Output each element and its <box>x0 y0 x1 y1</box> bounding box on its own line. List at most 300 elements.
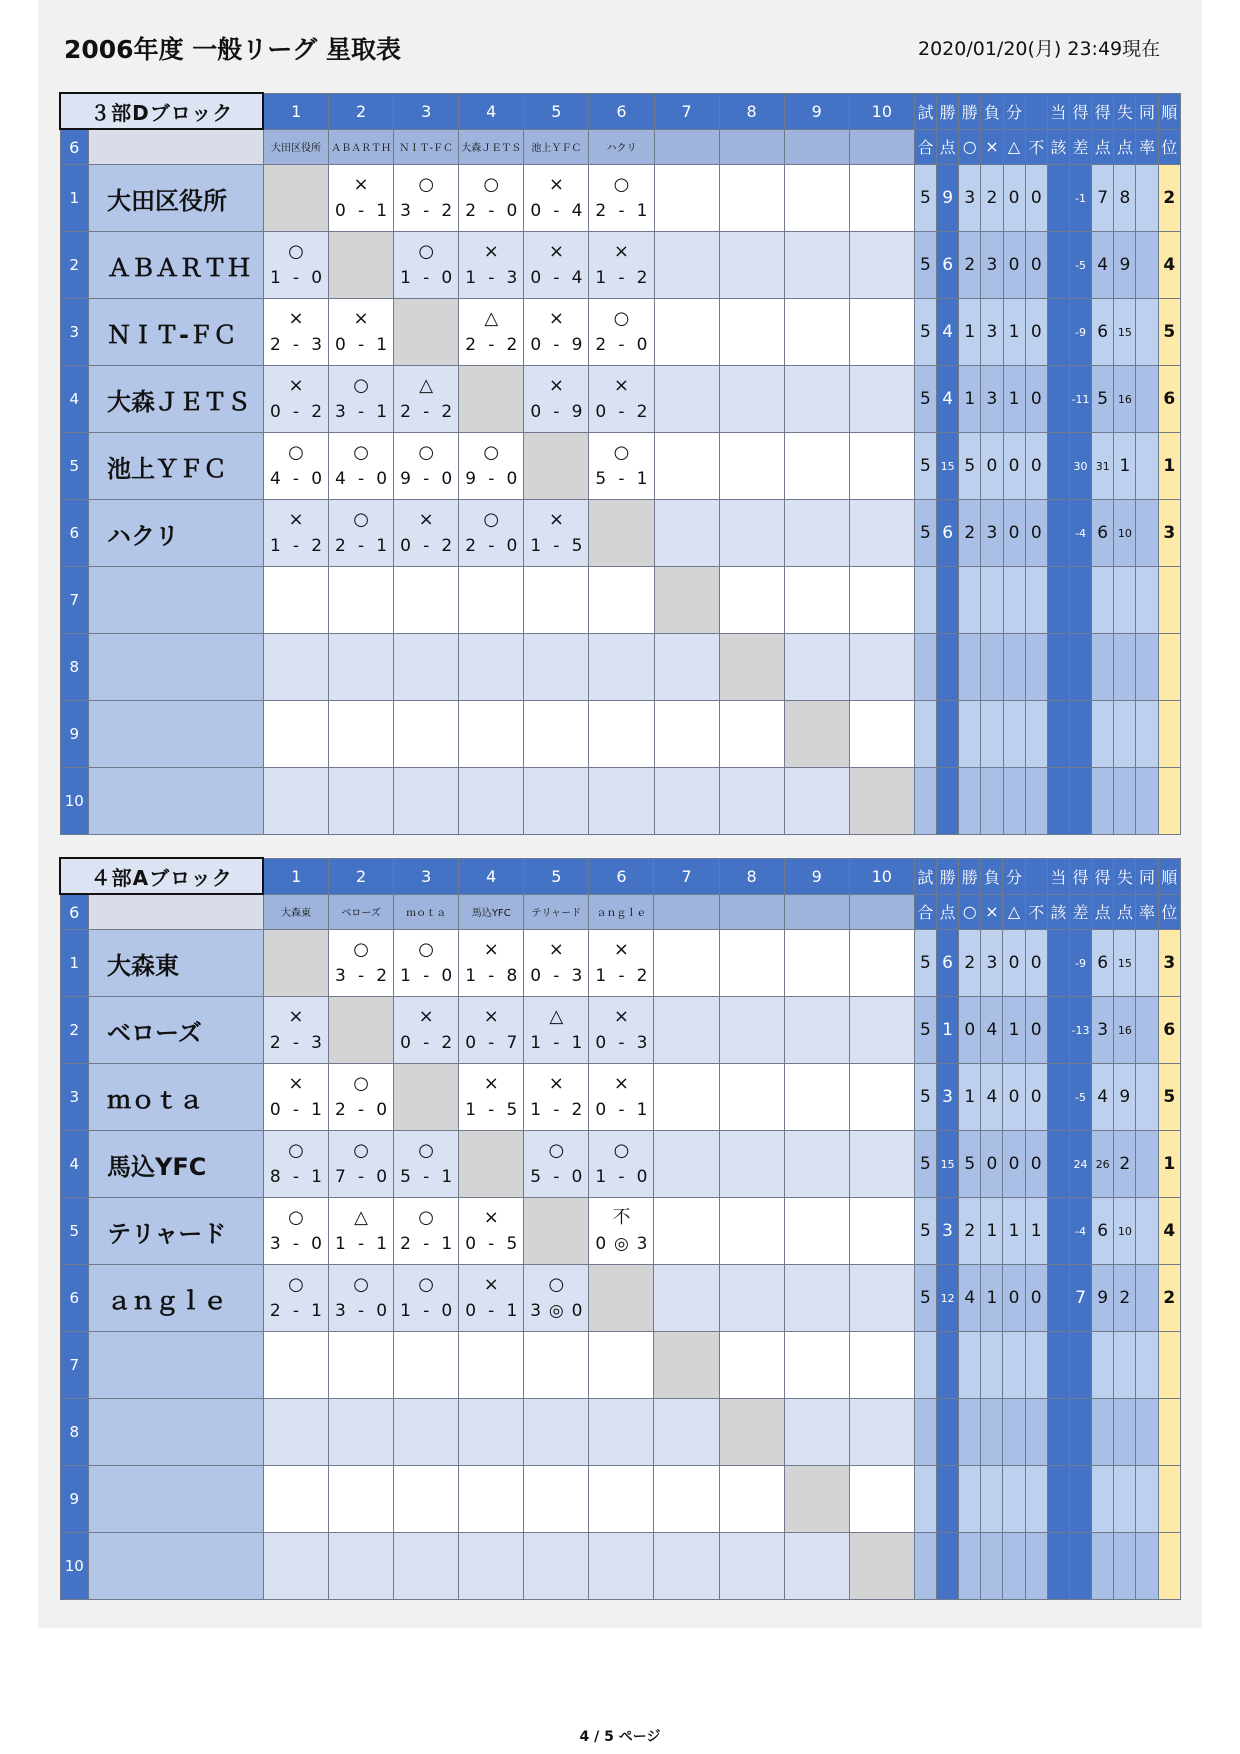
stat-value: 10 <box>1114 1198 1136 1265</box>
match-result-cell <box>784 1064 849 1131</box>
score-own: 8 <box>269 1167 281 1187</box>
stat-value <box>1069 1399 1091 1466</box>
score-separator: - <box>292 1033 300 1053</box>
score-own: 0 <box>595 1033 607 1053</box>
match-result-cell <box>589 997 654 1064</box>
match-result-cell <box>394 1064 459 1131</box>
stat-header: 率 <box>1136 129 1158 165</box>
score-opponent: 4 <box>571 201 583 221</box>
stat-value: 5 <box>914 299 936 366</box>
stat-value: 5 <box>914 232 936 299</box>
score-separator: - <box>292 1100 300 1120</box>
team-number: 10 <box>60 768 88 835</box>
stat-value <box>1158 567 1180 634</box>
match-result-cell <box>329 366 394 433</box>
stat-value: 0 <box>1025 1064 1047 1131</box>
result-mark: ○ <box>353 1140 369 1161</box>
match-result-cell <box>589 567 654 634</box>
score-opponent: 5 <box>571 536 583 556</box>
stat-value: 9 <box>1114 232 1136 299</box>
score-own: 1 <box>465 966 477 986</box>
stat-value: 16 <box>1114 366 1136 433</box>
stat-value: -4 <box>1069 1198 1091 1265</box>
result-mark: ○ <box>353 509 369 530</box>
match-score <box>264 265 328 297</box>
match-result-cell <box>329 1064 394 1131</box>
team-row <box>60 1131 1181 1198</box>
column-number: 10 <box>849 858 914 894</box>
column-number: 2 <box>329 858 394 894</box>
stat-value: -1 <box>1069 165 1091 232</box>
column-number: 3 <box>394 93 459 129</box>
match-result-cell <box>459 634 524 701</box>
score-own: 1 <box>465 1100 477 1120</box>
score-separator: - <box>292 1301 300 1321</box>
score-opponent: 0 <box>441 1301 453 1321</box>
score-own: 3 <box>269 1234 281 1254</box>
team-number: 6 <box>60 500 88 567</box>
stat-value <box>1136 232 1158 299</box>
result-mark: × <box>288 1073 304 1094</box>
stat-value <box>1136 299 1158 366</box>
stat-value: 3 <box>981 930 1003 997</box>
stat-value: 0 <box>1025 1131 1047 1198</box>
stat-value: 5 <box>914 930 936 997</box>
stat-value: 0 <box>981 433 1003 500</box>
match-score <box>329 1097 393 1129</box>
stat-value: 12 <box>937 1265 959 1332</box>
match-result-cell <box>459 500 524 567</box>
match-score <box>459 265 523 297</box>
score-separator: - <box>553 402 560 422</box>
match-result-cell <box>329 567 394 634</box>
score-own: 2 <box>400 1234 411 1254</box>
score-own: 1 <box>400 1301 411 1321</box>
score-own: 5 <box>530 1167 542 1187</box>
opponent-short-name <box>719 129 784 165</box>
match-result-cell <box>589 366 654 433</box>
team-name: ベローズ <box>88 997 263 1064</box>
match-score <box>524 1097 588 1129</box>
result-mark: ○ <box>353 442 369 463</box>
match-result-cell <box>524 1399 589 1466</box>
match-result-cell <box>263 1399 328 1466</box>
block-title: ３部Dブロック <box>60 93 263 129</box>
match-result-cell <box>719 930 784 997</box>
match-result-cell <box>329 768 394 835</box>
match-score <box>524 533 588 565</box>
score-separator: - <box>357 1301 365 1321</box>
team-row <box>60 930 1181 997</box>
match-result-cell <box>784 1131 849 1198</box>
score-own: 0 <box>465 1033 477 1053</box>
stat-header: 負 <box>981 858 1003 894</box>
stat-header: 同 <box>1136 858 1158 894</box>
opponent-short-name: テリャード <box>524 894 589 930</box>
score-own: 2 <box>335 536 346 556</box>
match-result-cell <box>459 930 524 997</box>
stat-value: 0 <box>1003 500 1025 567</box>
stat-value: 1 <box>1003 366 1025 433</box>
match-score <box>264 1097 328 1129</box>
stat-value <box>1025 768 1047 835</box>
stat-value <box>1069 567 1091 634</box>
match-result-cell <box>784 930 849 997</box>
match-result-cell <box>654 1131 719 1198</box>
match-score <box>524 1164 588 1196</box>
match-result-cell <box>719 500 784 567</box>
match-result-cell <box>784 1466 849 1533</box>
match-result-cell <box>719 567 784 634</box>
match-score <box>459 198 523 230</box>
standings-table <box>59 92 1181 835</box>
score-opponent: 1 <box>376 335 388 355</box>
score-opponent: 0 <box>636 335 648 355</box>
stat-header: 合 <box>914 129 936 165</box>
score-own: 5 <box>595 469 607 489</box>
score-opponent: 1 <box>376 201 388 221</box>
stat-value <box>1136 1064 1158 1131</box>
stat-header: 合 <box>914 894 936 930</box>
stat-value <box>1092 1533 1114 1600</box>
result-mark: ○ <box>613 308 630 329</box>
score-opponent: 1 <box>376 1234 388 1254</box>
score-own: 0 <box>595 1234 607 1254</box>
stat-value <box>1047 299 1069 366</box>
team-row <box>60 299 1181 366</box>
match-result-cell <box>459 165 524 232</box>
score-separator: - <box>423 536 430 556</box>
score-separator: - <box>292 1234 300 1254</box>
stat-header <box>1025 93 1047 129</box>
stat-value <box>1092 701 1114 768</box>
score-opponent: 0 <box>506 469 518 489</box>
stat-value: 0 <box>1003 1265 1025 1332</box>
team-row <box>60 997 1181 1064</box>
match-score <box>524 1298 588 1330</box>
score-own: 2 <box>269 335 281 355</box>
stat-value <box>914 567 936 634</box>
match-result-cell <box>654 930 719 997</box>
score-opponent: 7 <box>506 1033 518 1053</box>
score-separator: - <box>488 1033 495 1053</box>
stat-value: 6 <box>1092 299 1114 366</box>
stat-value <box>1092 768 1114 835</box>
match-result-cell <box>589 701 654 768</box>
match-score <box>524 265 588 297</box>
match-result-cell <box>784 299 849 366</box>
stat-value <box>981 1332 1003 1399</box>
stat-value <box>1047 634 1069 701</box>
stat-value <box>1003 1399 1025 1466</box>
result-mark: △ <box>354 1207 368 1228</box>
stat-value <box>1136 500 1158 567</box>
match-result-cell <box>329 1198 394 1265</box>
result-mark: × <box>483 939 499 960</box>
result-mark: × <box>548 509 564 530</box>
match-result-cell <box>263 433 328 500</box>
score-own: 3 <box>335 1301 346 1321</box>
match-score <box>589 332 653 364</box>
stat-value <box>1025 701 1047 768</box>
stat-value: 0 <box>1003 165 1025 232</box>
stat-header: 勝 <box>959 858 981 894</box>
stat-value <box>981 701 1003 768</box>
stat-value <box>1025 1533 1047 1600</box>
score-opponent: 5 <box>506 1234 518 1254</box>
stat-value: 15 <box>937 433 959 500</box>
match-result-cell <box>784 1198 849 1265</box>
match-result-cell <box>719 1466 784 1533</box>
stat-value <box>1047 433 1069 500</box>
match-result-cell <box>394 500 459 567</box>
match-result-cell <box>784 232 849 299</box>
stat-value: 7 <box>1092 165 1114 232</box>
stat-value <box>1047 768 1069 835</box>
stat-value <box>1136 768 1158 835</box>
stat-value <box>959 1399 981 1466</box>
stat-value <box>1114 701 1136 768</box>
stat-value: 15 <box>1114 299 1136 366</box>
score-separator: - <box>618 402 625 422</box>
team-name: ＮＩＴ-ＦＣ <box>88 299 263 366</box>
score-separator: - <box>423 1167 430 1187</box>
match-result-cell <box>263 1466 328 1533</box>
match-score <box>589 1164 653 1196</box>
stat-value <box>914 1533 936 1600</box>
opponent-short-name: ハクリ <box>589 129 654 165</box>
result-mark: × <box>483 241 499 262</box>
stat-value <box>914 1332 936 1399</box>
score-separator: - <box>553 966 560 986</box>
stat-header: 勝 <box>937 93 959 129</box>
stat-value <box>1136 1131 1158 1198</box>
match-result-cell <box>784 366 849 433</box>
match-score <box>329 466 393 498</box>
match-result-cell <box>263 299 328 366</box>
stat-header: 負 <box>981 93 1003 129</box>
stat-value <box>1047 997 1069 1064</box>
match-result-cell <box>459 1198 524 1265</box>
match-score <box>459 1298 523 1330</box>
team-row <box>60 1332 1181 1399</box>
result-mark: × <box>548 375 564 396</box>
match-result-cell <box>719 1198 784 1265</box>
score-own: 2 <box>465 201 477 221</box>
score-separator: - <box>553 1100 560 1120</box>
result-mark: × <box>288 375 304 396</box>
match-result-cell <box>719 634 784 701</box>
opponent-short-name: 池上ＹＦＣ <box>524 129 589 165</box>
match-result-cell <box>394 1332 459 1399</box>
stat-value: 4 <box>1158 232 1180 299</box>
opponent-short-name: 馬込YFC <box>459 894 524 930</box>
result-mark: △ <box>484 308 499 329</box>
stat-value <box>1136 634 1158 701</box>
stat-value <box>1047 366 1069 433</box>
score-opponent: 0 <box>636 1167 648 1187</box>
score-opponent: 3 <box>311 1033 322 1053</box>
score-separator: - <box>488 1301 495 1321</box>
stat-value <box>959 768 981 835</box>
match-result-cell <box>263 701 328 768</box>
stat-value <box>1158 1332 1180 1399</box>
stat-header: 点 <box>937 894 959 930</box>
score-opponent: 2 <box>441 201 453 221</box>
score-separator: - <box>553 335 560 355</box>
team-count: 6 <box>60 894 88 930</box>
stat-value <box>981 634 1003 701</box>
stat-value: 3 <box>1158 500 1180 567</box>
stat-value: 3 <box>1092 997 1114 1064</box>
match-result-cell <box>589 1064 654 1131</box>
score-own: 0 <box>530 268 542 288</box>
stat-value: 2 <box>981 165 1003 232</box>
score-separator: - <box>423 1033 430 1053</box>
stat-value: 1 <box>1003 299 1025 366</box>
stat-value: 8 <box>1114 165 1136 232</box>
team-number: 10 <box>60 1533 88 1600</box>
stat-header: 失 <box>1114 93 1136 129</box>
score-own: 2 <box>465 335 477 355</box>
standings-table <box>59 857 1181 1600</box>
team-row <box>60 1466 1181 1533</box>
score-own: 0 <box>595 402 607 422</box>
match-result-cell <box>394 165 459 232</box>
match-result-cell <box>654 165 719 232</box>
stat-value: 0 <box>959 997 981 1064</box>
score-opponent: 0 <box>376 1301 388 1321</box>
match-result-cell <box>654 299 719 366</box>
match-result-cell <box>524 1332 589 1399</box>
stat-value: 3 <box>981 299 1003 366</box>
match-result-cell <box>784 433 849 500</box>
team-number: 8 <box>60 634 88 701</box>
match-result-cell <box>329 433 394 500</box>
score-opponent: 1 <box>311 1167 322 1187</box>
match-result-cell <box>263 165 328 232</box>
column-number: 6 <box>589 93 654 129</box>
stat-value: 1 <box>1003 997 1025 1064</box>
score-opponent: 0 <box>506 201 518 221</box>
opponent-short-name: ＡＢＡＲＴＨ <box>329 129 394 165</box>
match-result-cell <box>719 1265 784 1332</box>
team-number: 9 <box>60 701 88 768</box>
result-mark: × <box>548 308 564 329</box>
match-result-cell <box>784 997 849 1064</box>
stat-value: 1 <box>1025 1198 1047 1265</box>
stat-value <box>1069 701 1091 768</box>
score-opponent: 1 <box>376 536 388 556</box>
stat-value <box>914 768 936 835</box>
match-result-cell <box>459 1399 524 1466</box>
match-result-cell <box>589 1399 654 1466</box>
team-name <box>88 701 263 768</box>
score-separator: - <box>553 536 560 556</box>
opponent-short-name <box>849 129 914 165</box>
match-result-cell <box>459 366 524 433</box>
match-result-cell <box>524 299 589 366</box>
score-own: 1 <box>269 536 281 556</box>
stat-value: 0 <box>1025 299 1047 366</box>
stat-value <box>1158 1466 1180 1533</box>
stat-value: 4 <box>937 299 959 366</box>
match-result-cell <box>329 1466 394 1533</box>
column-number: 8 <box>719 858 784 894</box>
result-mark: × <box>613 375 629 396</box>
match-result-cell <box>849 1332 914 1399</box>
stat-value <box>959 1466 981 1533</box>
match-score <box>459 466 523 498</box>
match-result-cell <box>524 165 589 232</box>
stat-value: 31 <box>1092 433 1114 500</box>
stat-value: 9 <box>937 165 959 232</box>
stat-value: 0 <box>1003 1131 1025 1198</box>
match-result-cell <box>263 930 328 997</box>
team-name <box>88 1332 263 1399</box>
result-mark: × <box>613 939 629 960</box>
score-opponent: 2 <box>636 402 648 422</box>
stat-value <box>1092 567 1114 634</box>
score-opponent: 4 <box>571 268 583 288</box>
stat-value <box>1136 997 1158 1064</box>
match-score <box>524 963 588 995</box>
stat-value <box>1003 1332 1025 1399</box>
stat-value <box>959 1332 981 1399</box>
match-result-cell <box>719 997 784 1064</box>
match-score <box>524 1030 588 1062</box>
score-separator: - <box>292 335 300 355</box>
score-separator: - <box>488 1234 495 1254</box>
stat-value: 3 <box>981 366 1003 433</box>
stat-value <box>914 701 936 768</box>
score-own: 3 <box>530 1301 542 1321</box>
column-number: 4 <box>459 93 524 129</box>
score-opponent: 0 <box>376 1167 388 1187</box>
stat-value: 4 <box>1092 232 1114 299</box>
match-score <box>589 265 653 297</box>
stat-value: 6 <box>937 930 959 997</box>
stat-value <box>1136 1332 1158 1399</box>
stat-value: -5 <box>1069 1064 1091 1131</box>
match-result-cell <box>459 1064 524 1131</box>
stat-value <box>1047 165 1069 232</box>
stat-header: 同 <box>1136 93 1158 129</box>
stat-value: -9 <box>1069 299 1091 366</box>
timestamp: 2020/01/20(月) 23:49現在 <box>918 38 1161 60</box>
stat-value: 0 <box>1025 232 1047 299</box>
stat-value: 16 <box>1114 997 1136 1064</box>
match-score <box>329 1298 393 1330</box>
stat-value: 5 <box>914 1064 936 1131</box>
stat-value: 15 <box>1114 930 1136 997</box>
match-result-cell <box>394 1399 459 1466</box>
result-mark: ○ <box>353 1274 369 1295</box>
team-number: 4 <box>60 366 88 433</box>
match-result-cell <box>654 1198 719 1265</box>
match-result-cell <box>719 232 784 299</box>
score-opponent: 3 <box>571 966 583 986</box>
score-own: 2 <box>335 1100 346 1120</box>
team-name: ＡＢＡＲＴＨ <box>88 232 263 299</box>
score-own: 9 <box>465 469 477 489</box>
match-result-cell <box>784 1399 849 1466</box>
stat-value: 9 <box>1114 1064 1136 1131</box>
result-mark: × <box>288 308 304 329</box>
score-opponent: 3 <box>636 1033 648 1053</box>
stat-value <box>1047 1466 1069 1533</box>
stat-value: 0 <box>981 1131 1003 1198</box>
